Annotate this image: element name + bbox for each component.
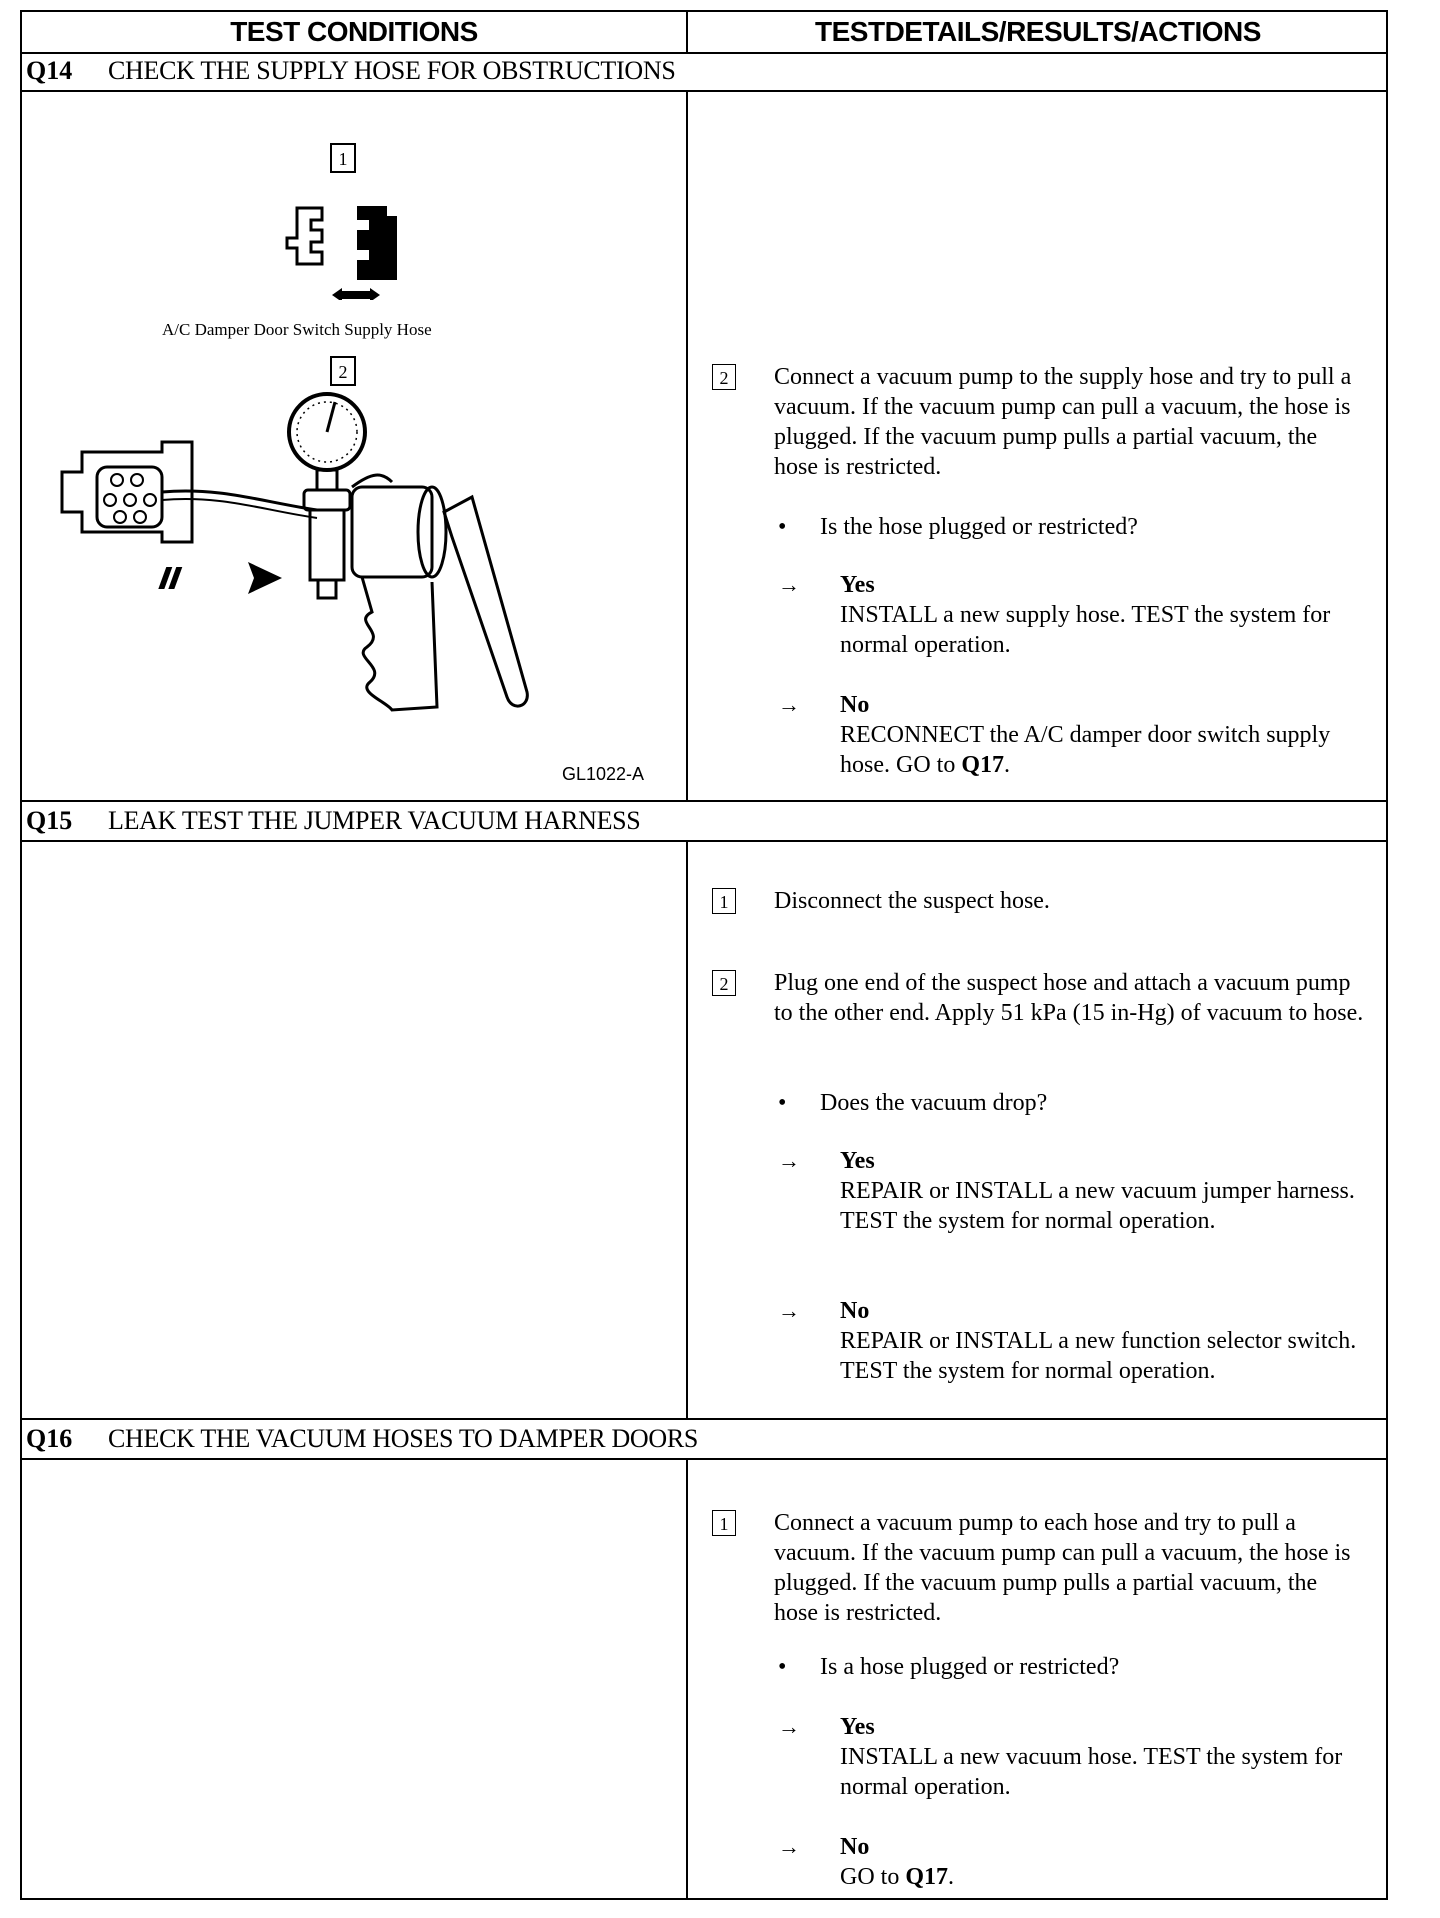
answer-action: [840, 720, 1370, 780]
arrow-icon: →: [778, 1298, 800, 1323]
step-number-box: 2: [712, 364, 736, 390]
header-divider: [686, 12, 688, 52]
answer-label: Yes: [840, 1714, 875, 1740]
answer-action-end: .: [948, 1864, 955, 1890]
connector-illustration: [277, 180, 417, 300]
answer-label: No: [840, 692, 870, 718]
figure-q14: [22, 92, 686, 800]
answer-label: No: [840, 1298, 870, 1324]
vacuum-pump-illustration: [52, 392, 672, 742]
diagnostic-table: [20, 10, 1388, 1900]
figure-caption: A/C Damper Door Switch Supply Hose: [162, 320, 432, 339]
step-text: Plug one end of the suspect hose and attach a vacuum pump to the other end. Apply 51 kPa (15 in-Hg) of vacuum to hose.: [774, 970, 1364, 1026]
section-id: Q14: [26, 56, 73, 85]
arrow-icon: →: [778, 1714, 800, 1739]
goto-link-q17[interactable]: Q17: [905, 1864, 949, 1890]
section-title-text: CHECK THE VACUUM HOSES TO DAMPER DOORS: [108, 1424, 699, 1453]
section-title-q14: [22, 52, 1386, 92]
step-number-box: 1: [712, 1510, 736, 1536]
answer-action: REPAIR or INSTALL a new function selector switch. TEST the system for normal operation.: [840, 1328, 1357, 1384]
answer-action: REPAIR or INSTALL a new vacuum jumper harness. TEST the system for normal operation.: [840, 1178, 1355, 1234]
section-id: Q16: [26, 1424, 73, 1453]
column-divider-q15: [686, 842, 688, 1418]
table-header-row: [22, 12, 1386, 54]
step-text: Disconnect the suspect hose.: [774, 888, 1050, 914]
section-title-q15: [22, 800, 1386, 842]
goto-link-q17[interactable]: Q17: [961, 752, 1004, 778]
step-text: Connect a vacuum pump to each hose and try to pull a vacuum. If the vacuum pump can pull a vacuum, the hose is plugged. If the vacuum pump pulls a partial vacuum, the hose is restricted.: [774, 1510, 1351, 1626]
answer-action-text: GO to: [840, 1864, 906, 1890]
answer-action: INSTALL a new vacuum hose. TEST the system for normal operation.: [840, 1744, 1343, 1800]
section-title-q16: [22, 1418, 1386, 1460]
answer-action-end: .: [1004, 752, 1010, 778]
step-number-box: 1: [712, 888, 736, 914]
section-id: Q15: [26, 806, 73, 835]
arrow-icon: →: [778, 572, 800, 597]
question-text: Is a hose plugged or restricted?: [820, 1654, 1120, 1680]
answer-action: [840, 1862, 1370, 1892]
bullet-icon: •: [778, 514, 787, 540]
step-text: Connect a vacuum pump to the supply hose and try to pull a vacuum. If the vacuum pump can pull a vacuum, the hose is plugged. If the vacuum pump pulls a partial vacuum, the hose is restricted.: [774, 364, 1352, 480]
bullet-icon: •: [778, 1654, 787, 1680]
answer-label: No: [840, 1834, 870, 1860]
figure-step2-box: 2: [330, 356, 356, 386]
arrow-icon: →: [778, 1834, 800, 1859]
figure-step1-box: 1: [330, 143, 356, 173]
step-number-box: 2: [712, 970, 736, 996]
answer-action-text: RECONNECT the A/C damper door switch supply hose. GO to: [840, 722, 1331, 778]
question-text: Does the vacuum drop?: [820, 1090, 1048, 1116]
column-divider-q14: [686, 92, 688, 800]
section-title-text: LEAK TEST THE JUMPER VACUUM HARNESS: [108, 806, 641, 835]
answer-label: Yes: [840, 572, 875, 598]
arrow-icon: →: [778, 1148, 800, 1173]
header-test-conditions: TEST CONDITIONS: [230, 16, 478, 47]
header-test-details: TESTDETAILS/RESULTS/ACTIONS: [815, 16, 1261, 47]
column-divider-q16: [686, 1460, 688, 1900]
section-title-text: CHECK THE SUPPLY HOSE FOR OBSTRUCTIONS: [108, 56, 676, 85]
arrow-icon: →: [778, 692, 800, 717]
answer-label: Yes: [840, 1148, 875, 1174]
bullet-icon: •: [778, 1090, 787, 1116]
question-text: Is the hose plugged or restricted?: [820, 514, 1138, 540]
answer-action: INSTALL a new supply hose. TEST the system for normal operation.: [840, 602, 1331, 658]
figure-id: GL1022-A: [562, 764, 645, 784]
